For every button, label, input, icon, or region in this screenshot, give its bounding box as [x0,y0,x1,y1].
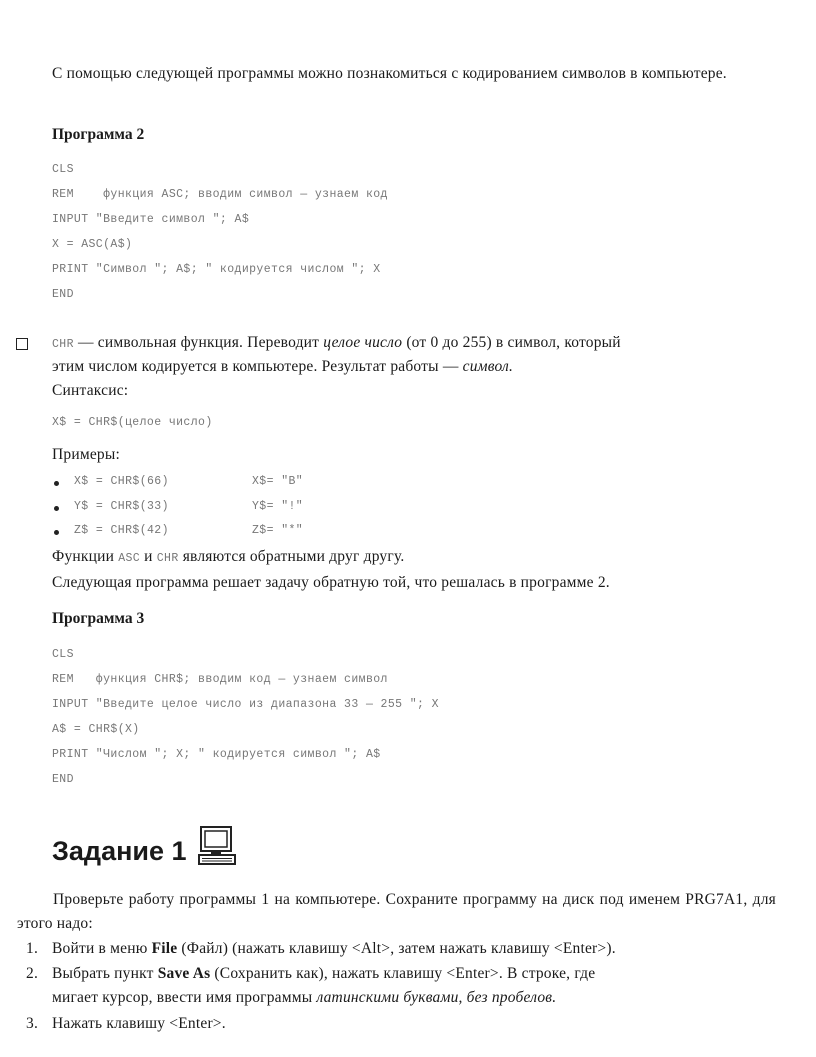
code-line: A$ = CHR$(X) [52,723,140,736]
inverse-mid: и [140,548,157,565]
step-1 [52,937,616,961]
computer-icon [198,825,236,867]
step-text: Войти в меню [52,940,152,957]
step-2-line2 [52,986,556,1010]
code-line: PRINT "Числом "; X; " кодируется символ "; A$ [52,748,381,761]
example-expr: Y$ = CHR$(33) [74,500,169,513]
checkbox-icon [16,338,28,350]
bullet-icon [54,481,59,486]
example-result: Y$= "!" [252,500,304,513]
step-2-number: 2. [26,965,39,982]
step-1-number: 1. [26,940,39,957]
inverse-functions-note [52,545,404,571]
intro-paragraph: С помощью следующей программы можно познакомиться с кодированием символов в компьютере. [52,65,727,82]
code-line: CLS [52,163,74,176]
chr-name: CHR [156,552,179,565]
code-line: CLS [52,648,74,661]
step-3: Нажать клавишу <Enter>. [52,1015,226,1032]
code-line: INPUT "Введите символ "; A$ [52,213,250,226]
step-italic-note: латинскими буквами, без пробелов. [316,989,557,1006]
chr-function-name: CHR [52,338,74,351]
chr-text-2: (от 0 до 255) в символ, который [402,334,621,351]
program-2-title: Программа 2 [52,126,145,143]
step-text: (Сохранить как), нажать клавишу <Enter>. В строке, где [210,965,596,982]
chr-description-line2 [52,355,513,379]
inverse-post: являются обратными друг другу. [178,548,405,565]
step-text: мигает курсор, ввести имя программы [52,989,317,1006]
task-title: Задание 1 [52,836,187,866]
chr-text-3: этим числом кодируется в компьютере. Результат работы — [52,358,463,375]
chr-result-term: символ. [462,358,514,375]
examples-label: Примеры: [52,446,120,463]
code-line: END [52,773,74,786]
example-expr: X$ = CHR$(66) [74,475,169,488]
code-line: END [52,288,74,301]
syntax-code: X$ = CHR$(целое число) [52,416,213,429]
step-text: Выбрать пункт [52,965,158,982]
program-3-title: Программа 3 [52,610,145,627]
task-intro: Проверьте работу программы 1 на компьютере. Сохраните программу на диск под именем PRG7A1, для этого надо: [17,891,776,932]
next-program-note: Следующая программа решает задачу обратную той, что решалась в программе 2. [52,574,610,591]
chr-description-line1 [52,331,777,357]
menu-save-as-term: Save As [157,965,211,982]
menu-file-term: File [151,940,178,957]
inverse-pre: Функции [52,548,119,565]
step-2 [52,962,776,986]
code-line: REM функция CHR$; вводим код — узнаем символ [52,673,388,686]
asc-name: ASC [118,552,141,565]
example-expr: Z$ = CHR$(42) [74,524,169,537]
code-line: INPUT "Введите целое число из диапазона 33 — 255 "; X [52,698,439,711]
code-line: PRINT "Символ "; A$; " кодируется числом "; X [52,263,381,276]
code-line: REM функция ASC; вводим символ — узнаем код [52,188,388,201]
code-line: X = ASC(A$) [52,238,133,251]
bullet-icon [54,506,59,511]
step-text: (Файл) (нажать клавишу <Alt>, затем нажать клавишу <Enter>). [177,940,616,957]
syntax-label: Синтаксис: [52,382,129,399]
example-result: Z$= "*" [252,524,304,537]
bullet-icon [54,530,59,535]
chr-int-term: целое число [323,334,403,351]
example-result: X$= "B" [252,475,304,488]
chr-text-1: — символьная функция. Переводит [73,334,324,351]
step-3-number: 3. [26,1015,39,1032]
